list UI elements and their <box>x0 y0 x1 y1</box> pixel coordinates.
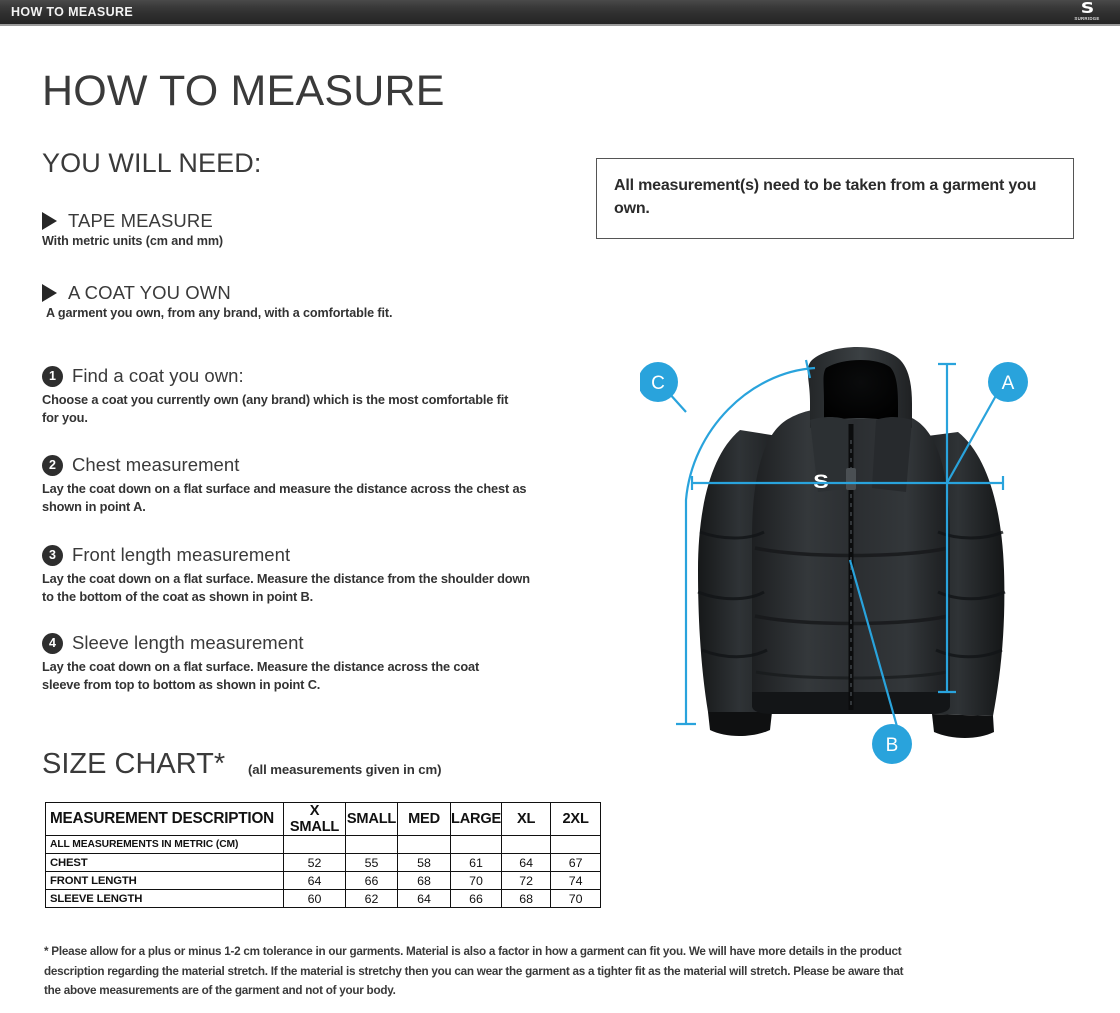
table-row <box>46 872 601 890</box>
step-header <box>42 454 542 476</box>
cell-front-length-med: 68 <box>398 872 451 890</box>
step-header <box>42 365 512 387</box>
cell-chest-small: 55 <box>346 854 398 872</box>
cell-sleeve-length-small: 62 <box>346 890 398 908</box>
row-label-sleeve-length: SLEEVE LENGTH <box>46 890 284 908</box>
cell-chest-xl: 64 <box>502 854 551 872</box>
column-header-small: SMALL <box>346 803 398 836</box>
callout-a <box>988 362 1028 402</box>
notice-box <box>596 158 1074 239</box>
you-will-need-heading: YOU WILL NEED: <box>42 148 262 178</box>
need-item-header <box>42 210 223 232</box>
size-chart-note: (all measurements given in cm) <box>248 762 442 777</box>
cell-empty <box>451 836 502 854</box>
cell-sleeve-length-large: 66 <box>451 890 502 908</box>
step-title: Front length measurement <box>72 544 291 565</box>
callout-b-label: B <box>885 735 899 756</box>
step-2 <box>42 454 542 515</box>
row-label-chest: CHEST <box>46 854 284 872</box>
page-title: HOW TO MEASURE <box>42 67 445 115</box>
callout-c-label: C <box>651 373 665 394</box>
row-label-front-length: FRONT LENGTH <box>46 872 284 890</box>
cell-front-length-xl: 72 <box>502 872 551 890</box>
need-item-label: TAPE MEASURE <box>68 210 213 231</box>
need-item-detail: With metric units (cm and mm) <box>42 234 224 248</box>
cell-front-length-2xl: 74 <box>551 872 601 890</box>
cell-empty <box>346 836 398 854</box>
column-header-description: MEASUREMENT DESCRIPTION <box>46 803 284 836</box>
need-item-header <box>42 282 392 304</box>
column-header-large: LARGE <box>451 803 502 836</box>
step-body: Lay the coat down on a flat surface. Measure the distance across the coat sleeve from top to bottom as shown in point C. <box>42 659 480 692</box>
cell-chest-large: 61 <box>451 854 502 872</box>
need-item-label: A COAT YOU OWN <box>68 282 231 303</box>
size-chart-heading: SIZE CHART* <box>42 748 226 780</box>
step-1 <box>42 365 512 426</box>
cell-empty <box>551 836 601 854</box>
need-item-detail: A garment you own, from any brand, with a comfortable fit. <box>46 306 393 320</box>
column-header-xsmall: X SMALL <box>284 803 346 836</box>
step-number-badge: 3 <box>42 545 63 566</box>
cell-sleeve-length-xl: 68 <box>502 890 551 908</box>
column-header-med: MED <box>398 803 451 836</box>
step-number-badge: 2 <box>42 455 63 476</box>
surridge-logo <box>1064 1 1110 25</box>
app-header-bar <box>0 0 1120 26</box>
step-number-badge: 1 <box>42 366 63 387</box>
row-label-metric-note: ALL MEASUREMENTS IN METRIC (CM) <box>46 836 284 854</box>
step-3 <box>42 544 542 605</box>
footnote-text: * Please allow for a plus or minus 1-2 cm tolerance in our garments. Material is also a factor in how a garment can fit you. We will have more details in the product description regarding the material stretch. If the material is stretchy then you can wear the garment as a tighter fit as the material will stretch. Please be aware that the above measurements are of the garment and not of your body. <box>44 945 904 997</box>
cell-chest-xsmall: 52 <box>284 854 346 872</box>
app-header-title: HOW TO MEASURE <box>11 5 134 19</box>
cell-chest-2xl: 67 <box>551 854 601 872</box>
cell-chest-med: 58 <box>398 854 451 872</box>
cell-sleeve-length-2xl: 70 <box>551 890 601 908</box>
step-title: Sleeve length measurement <box>72 632 304 653</box>
cell-front-length-small: 66 <box>346 872 398 890</box>
jacket-graphic <box>698 347 1005 738</box>
garment-measurement-illustration <box>640 320 1110 790</box>
logo-wordmark: SURRIDGE <box>1074 16 1100 21</box>
column-header-2xl: 2XL <box>551 803 601 836</box>
step-title: Find a coat you own: <box>72 365 244 386</box>
cell-front-length-large: 70 <box>451 872 502 890</box>
size-chart-table <box>45 802 601 908</box>
step-title: Chest measurement <box>72 454 240 475</box>
cell-empty <box>398 836 451 854</box>
step-body: Choose a coat you currently own (any brand) which is the most comfortable fit for you. <box>42 392 509 425</box>
callout-b <box>872 724 912 764</box>
callout-a-label: A <box>1001 373 1015 394</box>
step-4 <box>42 632 502 693</box>
notice-text: All measurement(s) need to be taken from a garment you own. <box>614 177 1037 217</box>
table-row <box>46 890 601 908</box>
cell-empty <box>502 836 551 854</box>
step-body: Lay the coat down on a flat surface and measure the distance across the chest as shown in point A. <box>42 481 527 514</box>
cell-front-length-xsmall: 64 <box>284 872 346 890</box>
table-row <box>46 836 601 854</box>
cell-sleeve-length-xsmall: 60 <box>284 890 346 908</box>
column-header-xl: XL <box>502 803 551 836</box>
step-number-badge: 4 <box>42 633 63 654</box>
need-item-tape-measure <box>42 210 223 248</box>
triangle-bullet-icon <box>42 212 57 230</box>
step-header <box>42 544 542 566</box>
need-item-coat <box>42 282 392 320</box>
logo-monogram-icon: S <box>1080 0 1094 17</box>
step-body: Lay the coat down on a flat surface. Measure the distance from the shoulder down to the bottom of the coat as shown in point B. <box>42 571 530 604</box>
table-header-row <box>46 803 601 836</box>
garment-logo-icon: S <box>813 471 829 493</box>
step-header <box>42 632 502 654</box>
table-row <box>46 854 601 872</box>
cell-empty <box>284 836 346 854</box>
triangle-bullet-icon <box>42 284 57 302</box>
cell-sleeve-length-med: 64 <box>398 890 451 908</box>
